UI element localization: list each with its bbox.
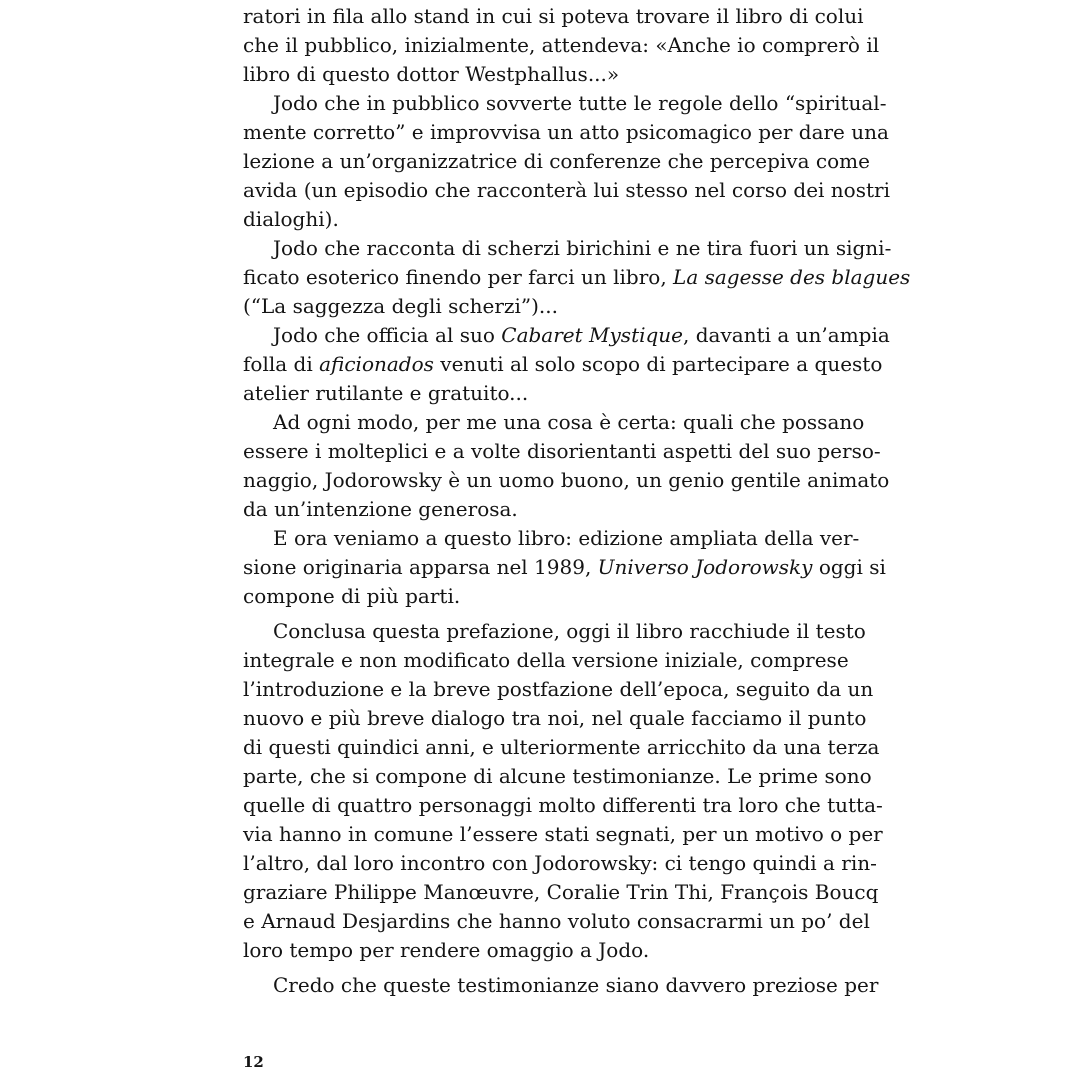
text-run: sione originaria apparsa nel 1989,	[243, 555, 598, 579]
text-line	[243, 907, 870, 936]
text-line	[243, 176, 890, 205]
text-line	[243, 878, 879, 907]
paragraph	[243, 408, 890, 524]
text-line	[243, 321, 890, 350]
text-line	[243, 849, 877, 878]
text-line	[243, 147, 870, 176]
text-run: Conclusa questa prefazione, oggi il libro racchiude il testo	[273, 619, 866, 643]
text-line	[243, 971, 879, 1000]
text-line	[243, 524, 860, 553]
text-line	[243, 234, 892, 263]
text-run: avida (un episodio che racconterà lui stesso nel corso dei nostri	[243, 178, 890, 202]
text-run: da un’intenzione generosa.	[243, 497, 518, 521]
text-run: compone di più parti.	[243, 584, 461, 608]
text-run: e Arnaud Desjardins che hanno voluto consacrarmi un po’ del	[243, 909, 870, 933]
text-run: l’altro, dal loro incontro con Jodorowsky: ci tengo quindi a rin-	[243, 851, 877, 875]
text-run: oggi si	[812, 555, 886, 579]
text-line	[243, 936, 835, 965]
paragraph	[243, 89, 890, 234]
text-run: lezione a un’organizzatrice di conferenze che percepiva come	[243, 149, 870, 173]
text-run: parte, che si compone di alcune testimonianze. Le prime sono	[243, 764, 872, 788]
text-line	[243, 60, 835, 89]
text-line	[243, 646, 849, 675]
text-line	[243, 350, 883, 379]
text-line	[243, 205, 835, 234]
paragraph	[243, 617, 883, 965]
text-line	[243, 118, 889, 147]
text-run: quelle di quattro personaggi molto differenti tra loro che tutta-	[243, 793, 883, 817]
text-run: mente corretto” e improvvisa un atto psicomagico per dare una	[243, 120, 889, 144]
text-line	[243, 466, 890, 495]
text-line	[243, 263, 911, 292]
text-run: di questi quindici anni, e ulteriormente arricchito da una terza	[243, 735, 880, 759]
paragraph	[243, 971, 879, 1000]
text-run: Jodo che in pubblico sovverte tutte le regole dello “spiritual-	[273, 91, 887, 115]
text-line	[243, 582, 835, 611]
text-line	[243, 820, 883, 849]
text-run: graziare Philippe Manœuvre, Coralie Trin Thi, François Boucq	[243, 880, 879, 904]
text-run: ratori in fila allo stand in cui si poteva trovare il libro di colui	[243, 4, 864, 28]
text-run: (“La saggezza degli scherzi”)...	[243, 294, 558, 318]
text-run: integrale e non modificato della versione iniziale, comprese	[243, 648, 849, 672]
text-run: , davanti a un’ampia	[683, 323, 890, 347]
text-run: nuovo e più breve dialogo tra noi, nel quale facciamo il punto	[243, 706, 867, 730]
text-line	[243, 437, 881, 466]
text-line	[243, 2, 864, 31]
paragraph	[243, 321, 890, 408]
text-line	[243, 495, 835, 524]
text-line	[243, 733, 880, 762]
text-line	[243, 675, 874, 704]
text-run: dialoghi).	[243, 207, 339, 231]
italic-title: Cabaret Mystique	[501, 323, 684, 347]
text-line	[243, 553, 886, 582]
body-text	[243, 0, 911, 1000]
text-line	[243, 704, 867, 733]
italic-title: La sagesse des blagues	[673, 265, 911, 289]
text-run: ficato esoterico finendo per farci un libro,	[243, 265, 674, 289]
text-run: via hanno in comune l’essere stati segnati, per un motivo o per	[243, 822, 883, 846]
text-run: venuti al solo scopo di partecipare a questo	[433, 352, 883, 376]
text-run: Jodo che racconta di scherzi birichini e ne tira fuori un signi-	[273, 236, 892, 260]
text-run: E ora veniamo a questo libro: edizione ampliata della ver-	[273, 526, 860, 550]
italic-title: aficionados	[319, 352, 434, 376]
text-run: l’introduzione e la breve postfazione dell’epoca, seguito da un	[243, 677, 874, 701]
paragraph	[243, 234, 911, 321]
text-run: Credo che queste testimonianze siano davvero preziose per	[273, 973, 879, 997]
text-line	[243, 408, 865, 437]
text-line	[243, 617, 866, 646]
text-line	[243, 292, 835, 321]
page-number: 12	[243, 1053, 264, 1071]
text-run: Jodo che officia al suo	[273, 323, 502, 347]
text-line	[243, 379, 835, 408]
text-line	[243, 89, 887, 118]
text-run: atelier rutilante e gratuito...	[243, 381, 529, 405]
paragraph	[243, 524, 886, 611]
text-run: naggio, Jodorowsky è un uomo buono, un genio gentile animato	[243, 468, 890, 492]
text-run: che il pubblico, inizialmente, attendeva: «Anche io comprerò il	[243, 33, 880, 57]
text-line	[243, 791, 883, 820]
text-run: essere i molteplici e a volte disorientanti aspetti del suo perso-	[243, 439, 881, 463]
text-run: libro di questo dottor Westphallus...»	[243, 62, 620, 86]
italic-title: Universo Jodorowsky	[597, 555, 813, 579]
text-line	[243, 31, 880, 60]
text-run: Ad ogni modo, per me una cosa è certa: quali che possano	[273, 410, 865, 434]
text-run: loro tempo per rendere omaggio a Jodo.	[243, 938, 650, 962]
paragraph	[243, 2, 880, 89]
text-run: folla di	[243, 352, 320, 376]
text-line	[243, 762, 872, 791]
